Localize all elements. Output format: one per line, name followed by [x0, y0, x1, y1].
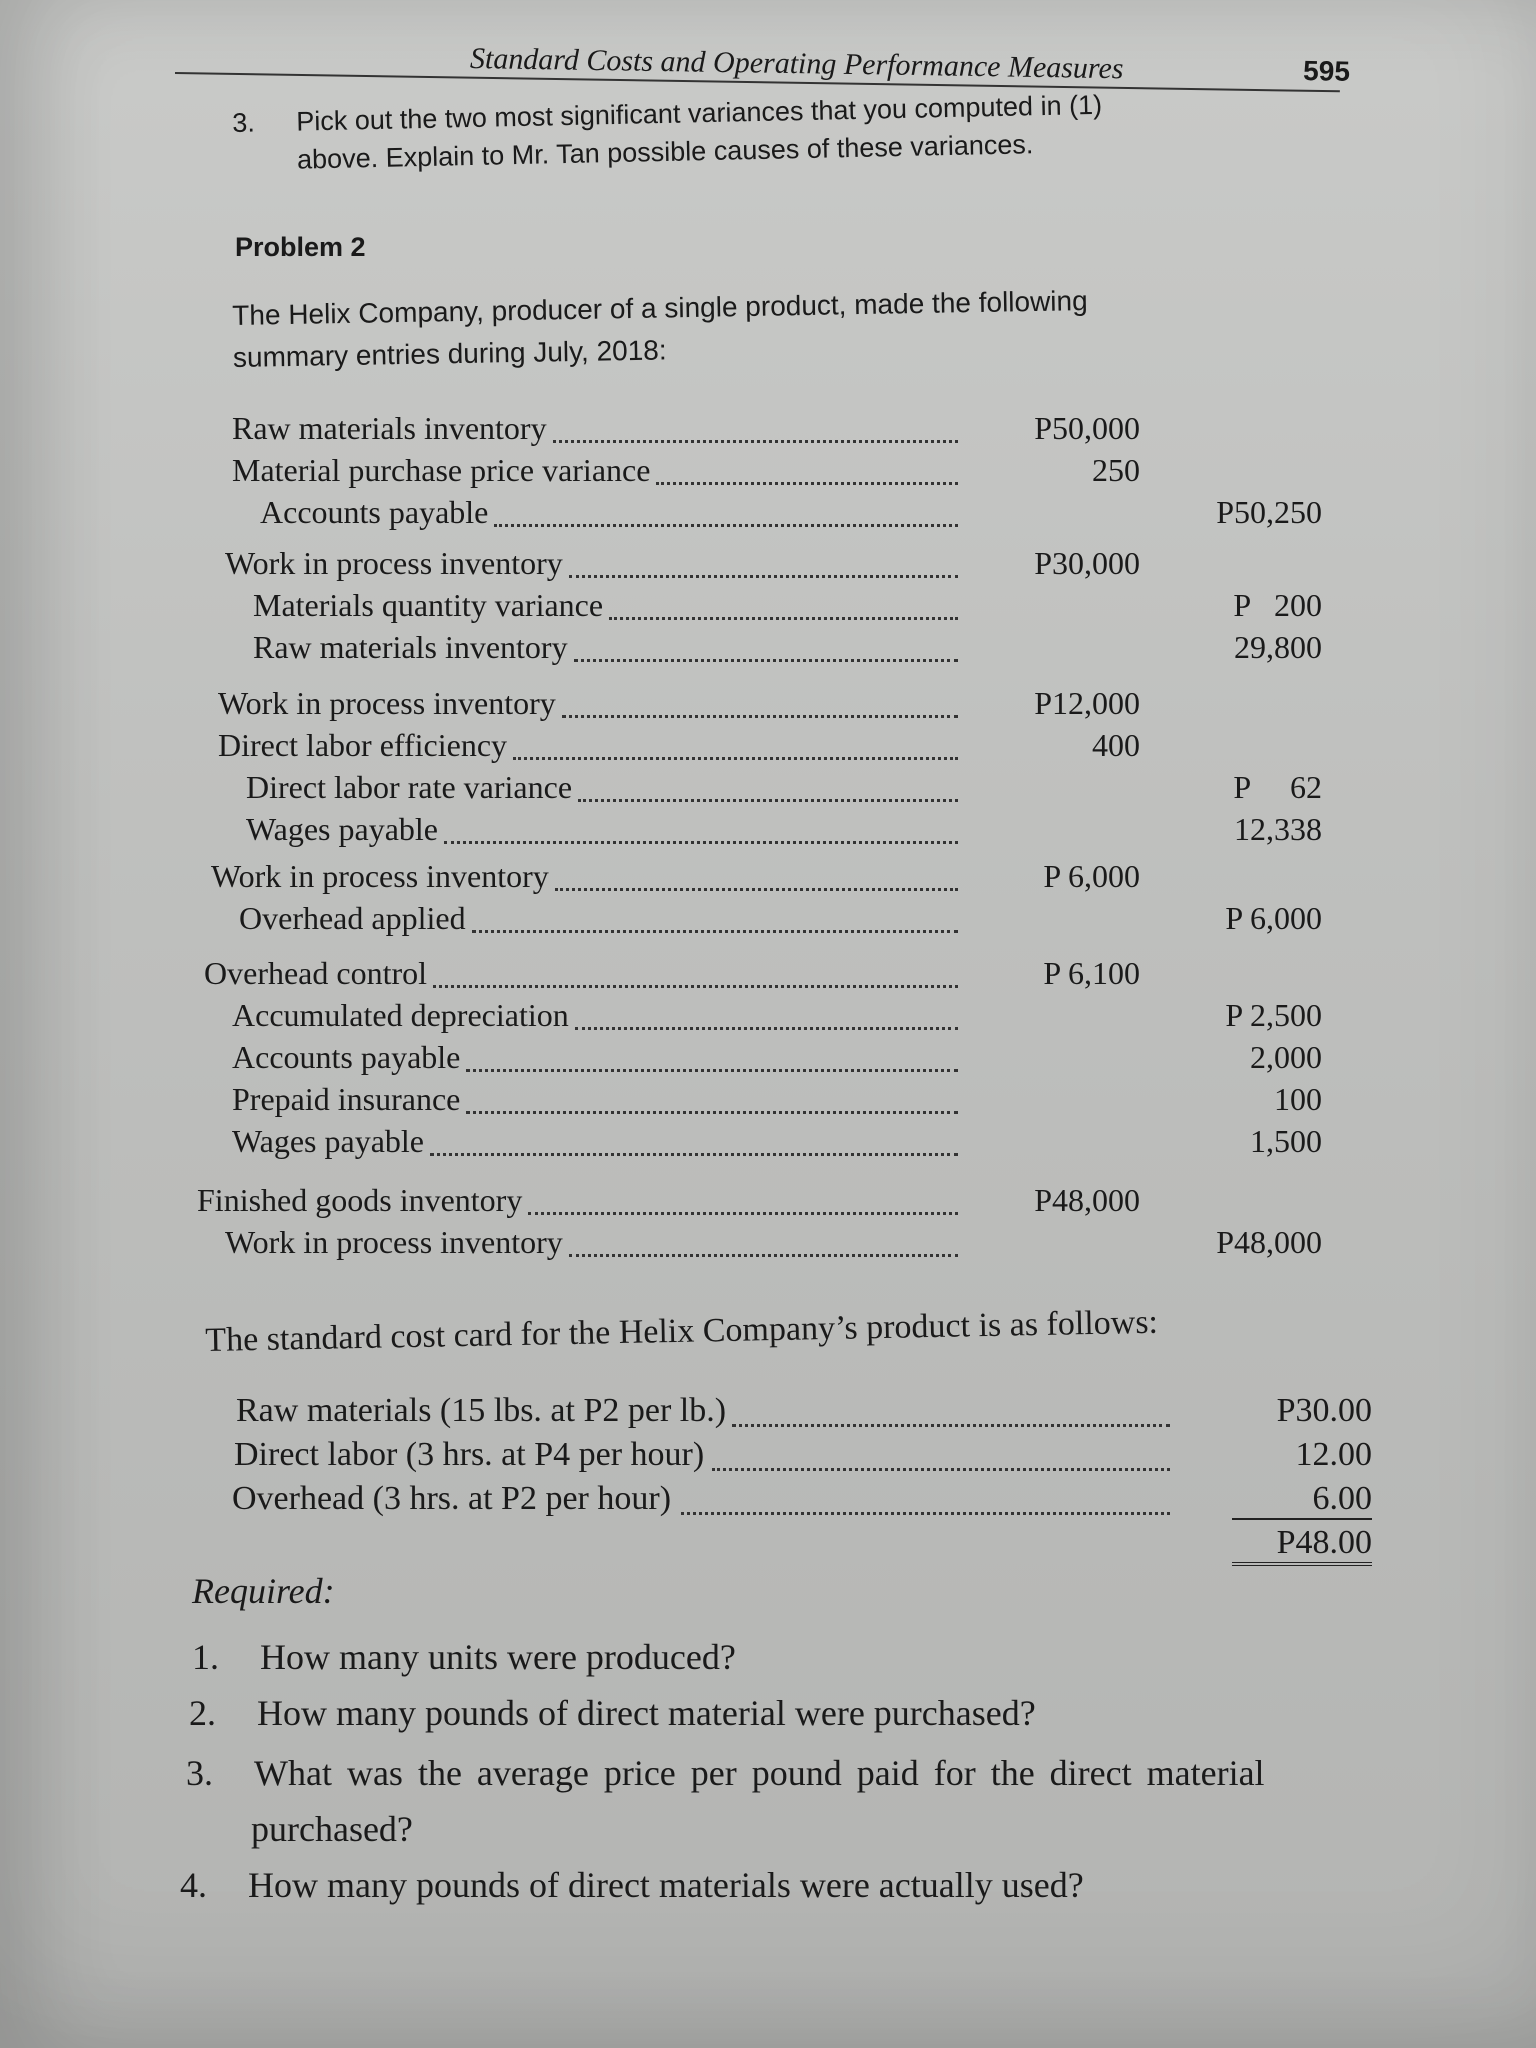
cost-card-amount: P30.00	[1276, 1392, 1372, 1429]
required-item-text: How many units were produced?	[260, 1637, 736, 1677]
account-name: Raw materials inventory	[232, 410, 547, 446]
account-name: Work in process inventory	[225, 545, 563, 581]
leader-dots	[681, 1512, 1170, 1515]
journal-line	[0, 997, 1536, 1037]
account-name: Work in process inventory	[211, 858, 549, 894]
account-name: Finished goods inventory	[197, 1182, 523, 1218]
journal-line	[0, 410, 1536, 450]
credit-amount: P50,250	[1216, 494, 1322, 530]
account-name: Overhead control	[204, 955, 428, 991]
journal-line	[0, 955, 1536, 995]
journal-line	[0, 1182, 1536, 1222]
question-number: 3.	[232, 107, 256, 138]
leader-dots	[555, 888, 958, 891]
journal-line	[0, 858, 1536, 898]
credit-amount: 29,800	[1234, 629, 1322, 665]
account-name: Direct labor rate variance	[246, 769, 573, 805]
intro-line: summary entries during July, 2018:	[232, 334, 667, 373]
debit-amount: P 6,000	[1043, 858, 1140, 894]
journal-line	[0, 452, 1536, 492]
debit-amount: P30,000	[1034, 545, 1140, 581]
leader-dots	[444, 841, 958, 844]
page-number: 595	[1302, 55, 1351, 87]
account-name: Accumulated depreciation	[232, 997, 569, 1033]
leader-dots	[494, 524, 958, 527]
journal-line	[0, 900, 1536, 940]
leader-dots	[466, 1111, 958, 1114]
credit-amount: P 6,000	[1225, 900, 1322, 936]
leader-dots	[569, 575, 958, 578]
required-item-text: How many pounds of direct material were purchased?	[257, 1693, 1036, 1733]
credit-amount: P 62	[1233, 769, 1322, 805]
question-line: above. Explain to Mr. Tan possible causes of these variances.	[296, 129, 1034, 175]
journal-line	[0, 1123, 1536, 1163]
account-name: Accounts payable	[232, 1039, 461, 1075]
credit-amount: 100	[1274, 1081, 1322, 1117]
journal-line	[0, 685, 1536, 725]
leader-dots	[609, 617, 958, 620]
question-line: Pick out the two most significant variances that you computed in (1)	[295, 89, 1103, 137]
credit-amount: P48,000	[1216, 1224, 1322, 1260]
cost-card-amount: 12.00	[1295, 1436, 1372, 1473]
account-name: Direct labor efficiency	[218, 727, 508, 763]
required-item-number: 2.	[189, 1693, 216, 1733]
debit-amount: 400	[1092, 727, 1140, 763]
required-item-number: 1.	[192, 1637, 219, 1677]
journal-line	[0, 811, 1536, 851]
credit-amount: 1,500	[1250, 1123, 1322, 1159]
leader-dots	[562, 715, 958, 718]
problem-title: Problem 2	[235, 232, 366, 262]
journal-line	[0, 769, 1536, 809]
leader-dots	[430, 1153, 958, 1156]
debit-amount: P12,000	[1034, 685, 1140, 721]
leader-dots	[472, 930, 958, 933]
leader-dots	[575, 1027, 958, 1030]
leader-dots	[466, 1069, 958, 1072]
required-item-number: 4.	[180, 1865, 207, 1905]
debit-amount: P 6,100	[1043, 955, 1140, 991]
leader-dots	[569, 1254, 958, 1257]
journal-line	[0, 727, 1536, 767]
account-name: Wages payable	[232, 1123, 424, 1159]
credit-amount: 2,000	[1250, 1039, 1322, 1075]
account-name: Prepaid insurance	[232, 1081, 461, 1117]
account-name: Work in process inventory	[218, 685, 556, 721]
journal-line	[0, 1039, 1536, 1079]
account-name: Overhead applied	[239, 900, 466, 936]
journal-line	[0, 1224, 1536, 1264]
journal-line	[0, 494, 1536, 534]
debit-amount: P50,000	[1034, 410, 1140, 446]
intro-line: The Helix Company, producer of a single product, made the following	[232, 285, 1088, 331]
leader-dots	[656, 482, 958, 485]
leader-dots	[513, 757, 958, 760]
chapter-title: Standard Costs and Operating Performance Measures	[469, 42, 1124, 86]
debit-amount: 250	[1092, 452, 1140, 488]
required-item-text: purchased?	[251, 1809, 413, 1849]
credit-amount: P 200	[1233, 587, 1322, 623]
leader-dots	[732, 1424, 1170, 1427]
account-name: Accounts payable	[260, 494, 489, 530]
journal-line	[0, 545, 1536, 585]
journal-line	[0, 629, 1536, 669]
account-name: Work in process inventory	[225, 1224, 563, 1260]
account-name: Material purchase price variance	[232, 452, 651, 488]
cost-card-label: Raw materials (15 lbs. at P2 per lb.)	[236, 1392, 727, 1429]
problem-intro	[232, 285, 1088, 373]
account-name: Materials quantity variance	[253, 587, 604, 623]
credit-amount: P 2,500	[1225, 997, 1322, 1033]
leader-dots	[433, 985, 958, 988]
required-item-text: What was the average price per pound paid for the direct material	[254, 1753, 1265, 1793]
required-heading: Required:	[192, 1571, 335, 1611]
required-item-text: How many pounds of direct materials were actually used?	[248, 1865, 1084, 1905]
cost-card-label: Direct labor (3 hrs. at P4 per hour)	[234, 1436, 705, 1473]
cost-card-total: P48.00	[1232, 1524, 1372, 1566]
cost-card-label: Overhead (3 hrs. at P2 per hour)	[232, 1480, 672, 1517]
leader-dots	[528, 1212, 958, 1215]
leader-dots	[574, 659, 958, 662]
debit-amount: P48,000	[1034, 1182, 1140, 1218]
cost-card-amount: 6.00	[1232, 1480, 1372, 1520]
credit-amount: 12,338	[1234, 811, 1322, 847]
leader-dots	[553, 440, 958, 443]
leader-dots	[578, 799, 958, 802]
journal-line	[0, 1081, 1536, 1121]
account-name: Wages payable	[246, 811, 438, 847]
journal-line	[0, 587, 1536, 627]
leader-dots	[712, 1468, 1170, 1471]
required-item-number: 3.	[186, 1753, 213, 1793]
account-name: Raw materials inventory	[253, 629, 568, 665]
cost-card-title: The standard cost card for the Helix Company’s product is as follows:	[205, 1303, 1159, 1359]
